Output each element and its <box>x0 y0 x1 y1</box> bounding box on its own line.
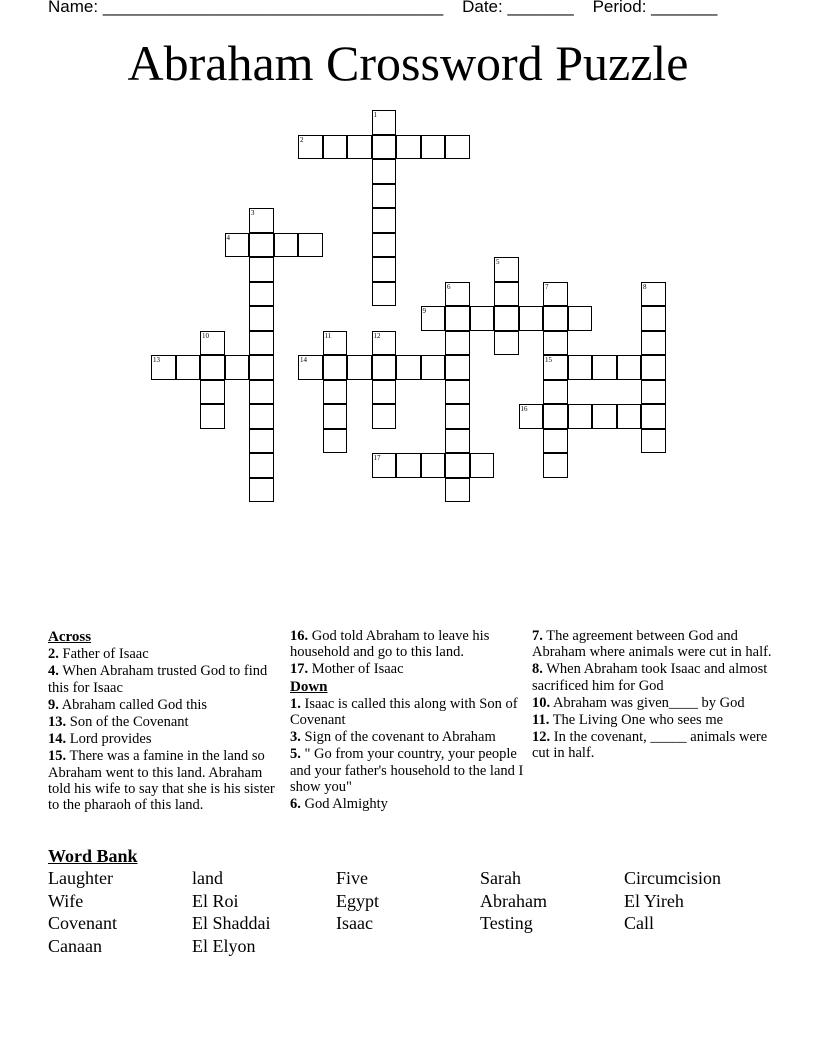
crossword-cell[interactable] <box>372 184 397 209</box>
crossword-cell[interactable] <box>200 404 225 429</box>
clues-column-3 <box>532 628 772 763</box>
crossword-cell[interactable] <box>568 355 593 380</box>
clue-number: 8 <box>643 282 647 291</box>
word-bank-item: Five <box>336 868 369 888</box>
crossword-cell[interactable] <box>372 208 397 233</box>
clue-down-3: 3. Sign of the covenant to Abraham <box>290 729 496 746</box>
crossword-cell[interactable] <box>249 380 274 405</box>
crossword-cell[interactable] <box>274 233 299 258</box>
clue-number: 2 <box>300 135 304 144</box>
word-bank <box>48 868 784 958</box>
crossword-cell[interactable] <box>372 159 397 184</box>
crossword-cell[interactable] <box>494 282 519 307</box>
clue-down-1: 1. Isaac is called this along with Son of Covenant <box>290 695 518 729</box>
word-bank-item: Sarah <box>480 868 521 888</box>
crossword-cell[interactable] <box>568 306 593 331</box>
crossword-cell[interactable] <box>372 331 397 356</box>
across-heading: Across <box>48 629 92 645</box>
period-label: Period: <box>592 0 647 16</box>
crossword-cell[interactable] <box>298 355 323 380</box>
crossword-cell[interactable] <box>641 380 666 405</box>
word-bank-item: Circumcision <box>624 868 721 888</box>
crossword-cell[interactable] <box>347 135 372 160</box>
clue-down-11: 11. The Living One who sees me <box>532 712 724 729</box>
crossword-cell[interactable] <box>249 404 274 429</box>
crossword-cell[interactable] <box>543 380 568 405</box>
crossword-cell[interactable] <box>421 355 446 380</box>
clue-number: 17 <box>373 454 381 462</box>
crossword-cell[interactable] <box>445 380 470 405</box>
crossword-cell[interactable] <box>617 355 642 380</box>
crossword-cell[interactable] <box>249 429 274 454</box>
clue-number: 14 <box>300 356 307 364</box>
crossword-cell[interactable] <box>323 135 348 160</box>
down-heading: Down <box>290 678 328 695</box>
clue-number: 16 <box>520 405 528 413</box>
crossword-cell[interactable] <box>372 257 397 282</box>
crossword-cell[interactable] <box>176 355 201 380</box>
clue-number: 10 <box>202 331 209 340</box>
crossword-cell[interactable] <box>543 404 568 429</box>
crossword-grid <box>0 0 816 520</box>
word-bank-item: El Shaddai <box>192 913 271 934</box>
crossword-cell[interactable] <box>494 306 519 331</box>
word-bank-item: Egypt <box>336 890 379 911</box>
word-bank-item: El Roi <box>192 890 239 911</box>
clues-column-2 <box>290 628 528 813</box>
crossword-cell[interactable] <box>396 355 421 380</box>
clue-across-15: 15. There was a famine in the land so Abraham went to this land. Abraham told his wife to say that she is his sister to the pharaoh of this land. <box>48 748 275 814</box>
crossword-cell[interactable] <box>298 233 323 258</box>
crossword-cell[interactable] <box>617 404 642 429</box>
crossword-cell[interactable] <box>421 306 446 331</box>
crossword-cell[interactable] <box>249 233 274 258</box>
crossword-cell[interactable] <box>421 453 446 478</box>
crossword-cell[interactable] <box>494 257 519 282</box>
crossword-cell[interactable] <box>470 306 495 331</box>
period-blank[interactable]: _______ <box>651 0 718 16</box>
crossword-cell[interactable] <box>445 429 470 454</box>
clue-down-10: 10. Abraham was given____ by God <box>532 694 745 711</box>
crossword-cell[interactable] <box>445 478 470 503</box>
clue-down-8: 8. When Abraham took Isaac and almost sacrificed him for God <box>532 661 768 694</box>
clue-across-16: 16. God told Abraham to leave his household and go to this land. <box>290 628 490 661</box>
name-blank[interactable]: ____________________________________ <box>102 0 444 16</box>
word-bank-item: El Elyon <box>192 935 256 956</box>
crossword-cell[interactable] <box>396 135 421 160</box>
crossword-cell[interactable] <box>543 453 568 478</box>
word-bank-item: Canaan <box>48 935 102 956</box>
clue-across-9: 9. Abraham called God this <box>48 696 208 713</box>
clue-number: 12 <box>373 331 381 340</box>
clue-number: 6 <box>447 282 451 291</box>
clue-number: 7 <box>545 282 549 291</box>
crossword-cell[interactable] <box>372 404 397 429</box>
crossword-cell[interactable] <box>249 453 274 478</box>
word-bank-item: El Yireh <box>624 890 684 911</box>
crossword-cell[interactable] <box>396 453 421 478</box>
crossword-cell[interactable] <box>641 331 666 356</box>
crossword-cell[interactable] <box>641 404 666 429</box>
crossword-cell[interactable] <box>445 331 470 356</box>
crossword-cell[interactable] <box>519 306 544 331</box>
crossword-cell[interactable] <box>200 355 225 380</box>
crossword-cell[interactable] <box>641 282 666 307</box>
word-bank-item: Isaac <box>336 913 373 934</box>
word-bank-item: land <box>192 868 223 888</box>
word-bank-item: Testing <box>480 913 533 934</box>
crossword-cell[interactable] <box>200 380 225 405</box>
clue-across-17: 17. Mother of Isaac <box>290 661 404 678</box>
crossword-cell[interactable] <box>372 135 397 160</box>
crossword-cell[interactable] <box>445 282 470 307</box>
crossword-cell[interactable] <box>543 282 568 307</box>
crossword-cell[interactable] <box>445 306 470 331</box>
clue-across-13: 13. Son of the Covenant <box>48 714 189 731</box>
crossword-cell[interactable] <box>372 453 397 478</box>
crossword-cell[interactable] <box>249 478 274 503</box>
crossword-cell[interactable] <box>200 331 225 356</box>
crossword-cell[interactable] <box>249 355 274 380</box>
word-bank-heading: Word Bank <box>48 846 138 866</box>
clue-number: 5 <box>496 258 500 266</box>
crossword-cell[interactable] <box>494 331 519 356</box>
crossword-cell[interactable] <box>372 110 397 135</box>
clue-down-5: 5. " Go from your country, your people and your father's household to the land I show you" <box>290 746 524 795</box>
crossword-cell[interactable] <box>592 355 617 380</box>
crossword-cell[interactable] <box>249 306 274 331</box>
crossword-cell[interactable] <box>323 355 348 380</box>
clue-down-7: 7. The agreement between God and Abraham where animals were cut in half. <box>532 628 772 661</box>
crossword-cell[interactable] <box>249 282 274 307</box>
crossword-cell[interactable] <box>445 355 470 380</box>
date-label: Date: <box>462 0 503 16</box>
crossword-cell[interactable] <box>323 429 348 454</box>
page-title: Abraham Crossword Puzzle <box>127 35 689 91</box>
crossword-cell[interactable] <box>151 355 176 380</box>
crossword-cell[interactable] <box>592 404 617 429</box>
crossword-cell[interactable] <box>323 404 348 429</box>
crossword-cell[interactable] <box>543 331 568 356</box>
crossword-cell[interactable] <box>543 306 568 331</box>
crossword-cell[interactable] <box>372 380 397 405</box>
crossword-cell[interactable] <box>519 404 544 429</box>
date-blank[interactable]: _______ <box>507 0 574 16</box>
clue-across-2: 2. Father of Isaac <box>48 646 149 663</box>
clue-down-12: 12. In the covenant, _____ animals were cut in half. <box>532 729 768 762</box>
crossword-cell[interactable] <box>225 233 250 258</box>
clue-across-14: 14. Lord provides <box>48 731 152 748</box>
crossword-cell[interactable] <box>249 208 274 233</box>
word-bank-item: Laughter <box>48 868 113 888</box>
crossword-cell[interactable] <box>445 453 470 478</box>
clue-down-6: 6. God Almighty <box>290 796 388 813</box>
crossword-cell[interactable] <box>323 380 348 405</box>
crossword-cell[interactable] <box>445 404 470 429</box>
crossword-cell[interactable] <box>372 282 397 307</box>
crossword-cell[interactable] <box>249 331 274 356</box>
crossword-cell[interactable] <box>372 233 397 258</box>
clue-number: 15 <box>545 356 552 364</box>
crossword-cell[interactable] <box>568 404 593 429</box>
clue-number: 1 <box>373 111 377 119</box>
crossword-cell[interactable] <box>323 331 348 356</box>
clue-across-4: 4. When Abraham trusted God to find this for Isaac <box>48 663 268 696</box>
clue-number: 4 <box>226 233 230 242</box>
crossword-cell[interactable] <box>543 429 568 454</box>
clues-column-1 <box>48 628 284 814</box>
name-label: Name: <box>48 0 99 16</box>
crossword-cell[interactable] <box>543 355 568 380</box>
crossword-cell[interactable] <box>470 453 495 478</box>
crossword-cell[interactable] <box>445 135 470 160</box>
word-bank-item: Wife <box>48 890 84 911</box>
clue-number: 9 <box>422 307 426 315</box>
clue-number: 13 <box>153 356 160 364</box>
crossword-cell[interactable] <box>347 355 372 380</box>
word-bank-item: Abraham <box>480 890 547 911</box>
word-bank-item: Call <box>624 913 654 934</box>
clue-number: 11 <box>324 331 332 340</box>
crossword-cell[interactable] <box>249 257 274 282</box>
crossword-cell[interactable] <box>421 135 446 160</box>
crossword-cell[interactable] <box>372 355 397 380</box>
crossword-cell[interactable] <box>641 355 666 380</box>
crossword-cell[interactable] <box>298 135 323 160</box>
word-bank-item: Covenant <box>48 913 117 934</box>
clue-number: 3 <box>251 209 255 217</box>
crossword-cell[interactable] <box>641 306 666 331</box>
crossword-cell[interactable] <box>225 355 250 380</box>
crossword-cell[interactable] <box>641 429 666 454</box>
